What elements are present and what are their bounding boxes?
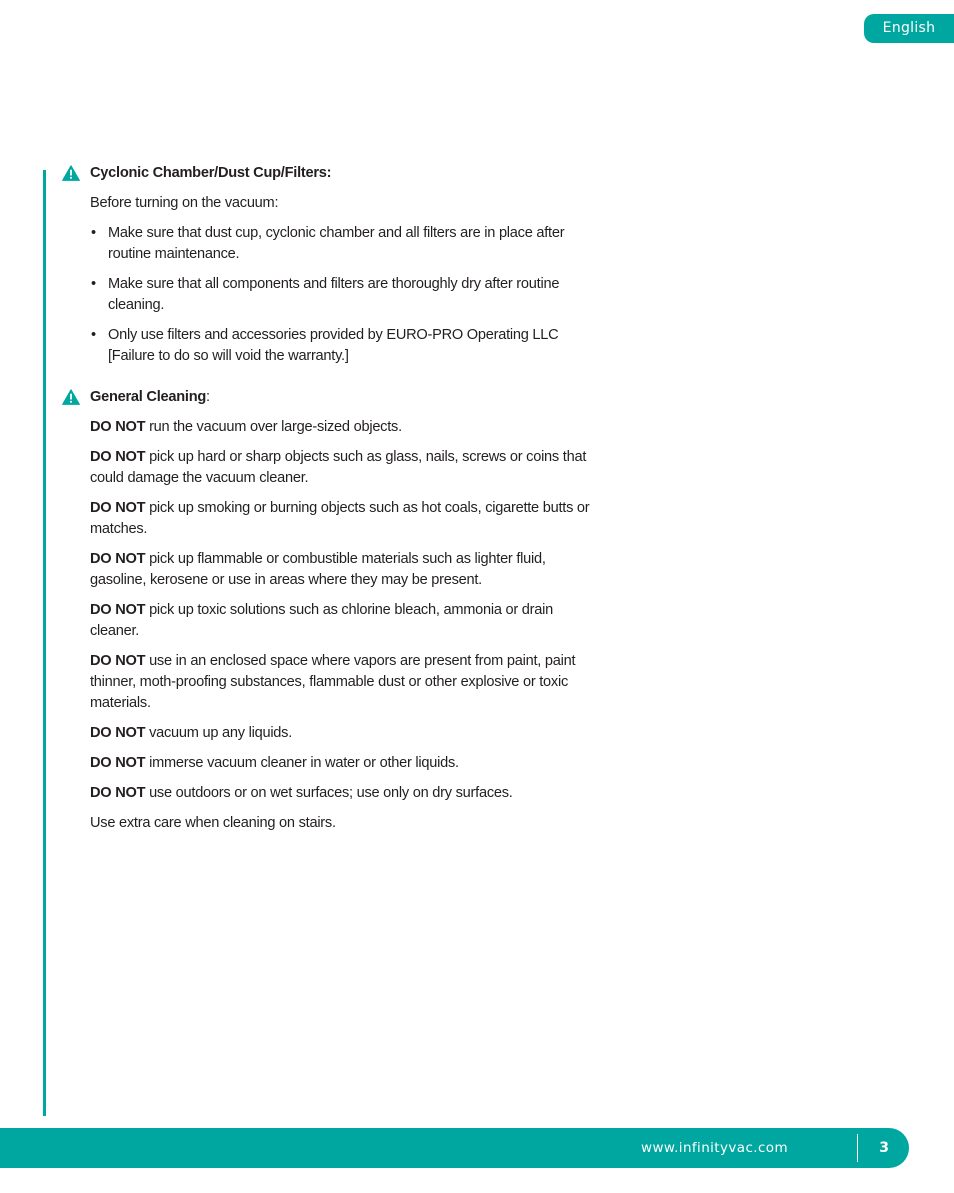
do-not-label: DO NOT	[90, 419, 146, 435]
footer-url: www.infinityvac.com	[641, 1140, 788, 1156]
section-heading: Cyclonic Chamber/Dust Cup/Filters:	[90, 165, 332, 181]
warning-triangle-icon	[62, 165, 80, 181]
warning-text: pick up smoking or burning objects such as hot coals, cigarette butts or matches.	[90, 500, 590, 537]
warning-text: use outdoors or on wet surfaces; use only on dry surfaces.	[145, 785, 513, 801]
do-not-label: DO NOT	[90, 653, 146, 669]
do-not-label: DO NOT	[90, 602, 146, 618]
left-accent-rule	[43, 170, 46, 1116]
warning-text: pick up flammable or combustible materials such as lighter fluid, gasoline, kerosene or use in areas where they may be present.	[90, 551, 546, 588]
warning-item	[90, 753, 605, 774]
bullet-text: Make sure that all components and filters are thoroughly dry after routine cleaning.	[108, 276, 560, 313]
warning-item	[90, 417, 605, 438]
bullet-mark: •	[91, 276, 96, 292]
section-intro: Before turning on the vacuum:	[90, 195, 279, 211]
warning-item	[90, 498, 605, 540]
bullet-mark: •	[91, 225, 96, 241]
footer-divider	[857, 1134, 858, 1162]
closing-note: Use extra care when cleaning on stairs.	[90, 815, 336, 831]
warning-item	[90, 783, 605, 804]
heading-colon: :	[206, 389, 210, 405]
language-tab: English	[864, 14, 954, 43]
list-item	[90, 274, 605, 316]
bullet-text: Make sure that dust cup, cyclonic chamber and all filters are in place after routine maintenance.	[108, 225, 565, 262]
footer-bar	[0, 1128, 909, 1168]
bullet-list	[90, 223, 605, 367]
do-not-label: DO NOT	[90, 785, 146, 801]
warning-text: pick up toxic solutions such as chlorine bleach, ammonia or drain cleaner.	[90, 602, 554, 639]
do-not-label: DO NOT	[90, 500, 146, 516]
warning-text: vacuum up any liquids.	[145, 725, 293, 741]
do-not-label: DO NOT	[90, 449, 146, 465]
warning-item	[90, 600, 605, 642]
section-heading: General Cleaning	[90, 389, 207, 405]
do-not-label: DO NOT	[90, 725, 146, 741]
bullet-text: Only use filters and accessories provided by EURO-PRO Operating LLC [Failure to do so will void the warranty.]	[108, 327, 559, 364]
do-not-label: DO NOT	[90, 755, 146, 771]
section-heading-line	[90, 387, 605, 408]
section-general-cleaning	[90, 387, 605, 834]
warning-item	[90, 723, 605, 744]
section-cyclonic-chamber	[90, 163, 605, 367]
list-item	[90, 325, 605, 367]
bullet-mark: •	[91, 327, 96, 343]
do-not-label: DO NOT	[90, 551, 146, 567]
warning-item	[90, 447, 605, 489]
warning-text: immerse vacuum cleaner in water or other liquids.	[145, 755, 459, 771]
warning-item	[90, 549, 605, 591]
list-item	[90, 223, 605, 265]
warning-text: run the vacuum over large-sized objects.	[145, 419, 402, 435]
page-content	[90, 163, 605, 843]
warning-text: use in an enclosed space where vapors are present from paint, paint thinner, moth-proofing substances, flammable dust or other explosive or toxic materials.	[90, 653, 576, 711]
warning-text: pick up hard or sharp objects such as glass, nails, screws or coins that could damage the vacuum cleaner.	[90, 449, 587, 486]
warning-triangle-icon	[62, 389, 80, 405]
warning-item	[90, 651, 605, 714]
page-number: 3	[879, 1140, 889, 1156]
